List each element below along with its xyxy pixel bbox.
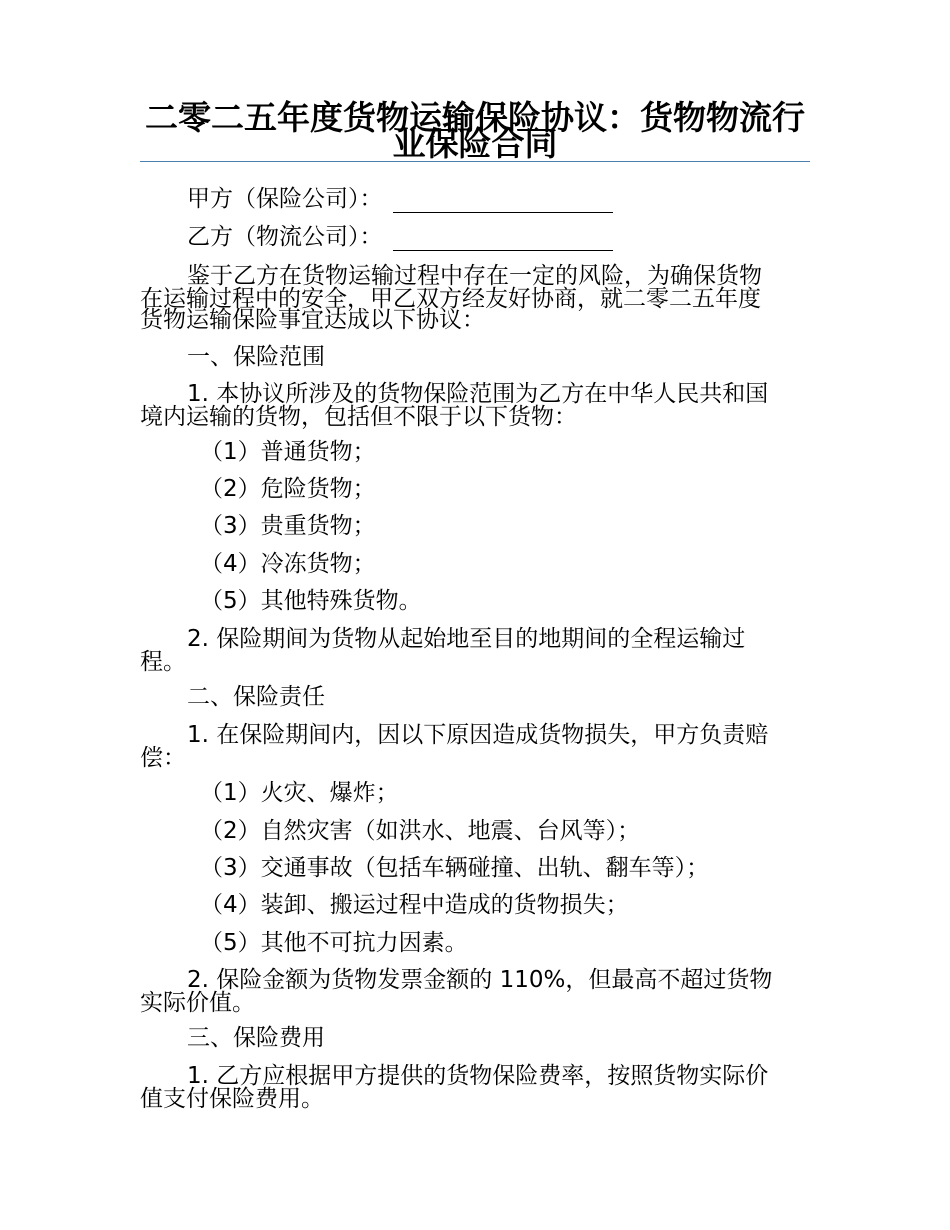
- party-b-blank[interactable]: [393, 228, 613, 251]
- s2-list-item: （4）装卸、搬运过程中造成的货物损失；: [200, 892, 629, 918]
- s1-list-item: （3）贵重货物；: [200, 513, 376, 539]
- s1-clause-1-line-1: 1. 本协议所涉及的货物保险范围为乙方在中华人民共和国: [187, 381, 769, 407]
- party-a-label: 甲方（保险公司）：: [187, 186, 383, 212]
- party-b-line: [187, 218, 613, 251]
- s2-list-item: （1）火灾、爆炸；: [200, 780, 399, 806]
- s2-list-item: （3）交通事故（包括车辆碰撞、出轨、翻车等）；: [200, 855, 710, 881]
- s1-clause-1-line-2: 境内运输的货物，包括但不限于以下货物：: [140, 404, 577, 430]
- party-a-blank[interactable]: [393, 190, 613, 213]
- s2-clause-1-line-2: 偿：: [140, 745, 186, 771]
- section-1-heading: 一、保险范围: [187, 344, 325, 370]
- s2-clause-1-line-1: 1. 在保险期间内，因以下原因造成货物损失，甲方负责赔: [187, 722, 769, 748]
- s2-list-item: （5）其他不可抗力因素。: [200, 930, 468, 956]
- party-a-line: [187, 180, 613, 213]
- preamble-line-2: 在运输过程中的安全，甲乙双方经友好协商，就二零二五年度: [140, 286, 761, 312]
- s2-list-item: （2）自然灾害（如洪水、地震、台风等）；: [200, 818, 641, 844]
- preamble-line-1: 鉴于乙方在货物运输过程中存在一定的风险，为确保货物: [187, 263, 762, 289]
- s1-list-item: （2）危险货物；: [200, 476, 376, 502]
- s2-clause-2-line-2: 实际价值。: [140, 990, 255, 1016]
- s2-clause-2-line-1: 2. 保险金额为货物发票金额的 110%，但最高不超过货物: [187, 967, 773, 993]
- section-3-heading: 三、保险费用: [187, 1025, 325, 1051]
- s1-clause-2-line-1: 2. 保险期间为货物从起始地至目的地期间的全程运输过: [187, 626, 746, 652]
- document-title: 二零二五年度货物运输保险协议：货物物流行业保险合同: [145, 98, 805, 163]
- party-b-label: 乙方（物流公司）：: [187, 224, 383, 250]
- s1-list-item: （4）冷冻货物；: [200, 551, 376, 577]
- title-divider: [140, 161, 810, 162]
- section-2-heading: 二、保险责任: [187, 684, 325, 710]
- s3-clause-1-line-2: 值支付保险费用。: [140, 1086, 324, 1112]
- s1-list-item: （1）普通货物；: [200, 439, 376, 465]
- s3-clause-1-line-1: 1. 乙方应根据甲方提供的货物保险费率，按照货物实际价: [187, 1063, 769, 1089]
- preamble-line-3: 货物运输保险事宜达成以下协议：: [140, 307, 485, 333]
- s1-list-item: （5）其他特殊货物。: [200, 588, 422, 614]
- s1-clause-2-line-2: 程。: [140, 649, 186, 675]
